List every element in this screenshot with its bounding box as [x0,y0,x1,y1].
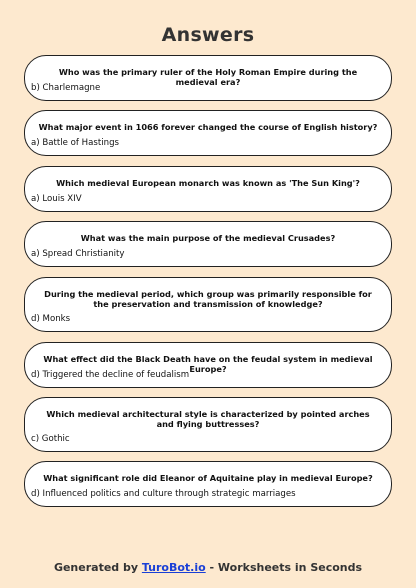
answer-text: a) Spread Christianity [31,249,125,259]
answer-text: a) Louis XIV [31,194,82,204]
footer [0,561,416,574]
question-text: Who was the primary ruler of the Holy Roman Empire during the medieval era? [58,67,358,87]
footer-prefix: Generated by [53,561,142,574]
answer-text: a) Battle of Hastings [31,138,120,148]
answer-card [24,166,392,212]
answer-text: d) Influenced politics and culture through strategic marriages [31,489,296,499]
question-text: What effect did the Black Death have on the feudal system in medieval Europe? [43,354,373,374]
answer-card [24,221,392,267]
answer-text: d) Monks [31,314,71,324]
answer-card [24,461,392,507]
page-title: Answers [161,24,255,46]
answer-card [24,110,392,156]
answer-card [24,397,392,452]
question-text: Which medieval European monarch was known as 'The Sun King'? [56,178,360,188]
answer-text: c) Gothic [31,434,70,444]
turobot-link[interactable]: TuroBot.io [141,561,206,574]
answer-text: d) Triggered the decline of feudalism [31,370,190,380]
question-text: Which medieval architectural style is characterized by pointed arches and flying buttresses? [46,409,370,429]
answer-card [24,342,392,388]
question-text: What major event in 1066 forever changed the course of English history? [38,122,378,132]
answer-card [24,277,392,332]
answer-card [24,55,392,101]
answer-text: b) Charlemagne [31,83,101,93]
question-text: What significant role did Eleanor of Aquitaine play in medieval Europe? [43,473,373,483]
question-text: What was the main purpose of the medieval Crusades? [80,233,336,243]
footer-suffix: - Worksheets in Seconds [205,561,363,574]
question-text: During the medieval period, which group was primarily responsible for the preservation and transmission of knowledge? [44,289,372,309]
